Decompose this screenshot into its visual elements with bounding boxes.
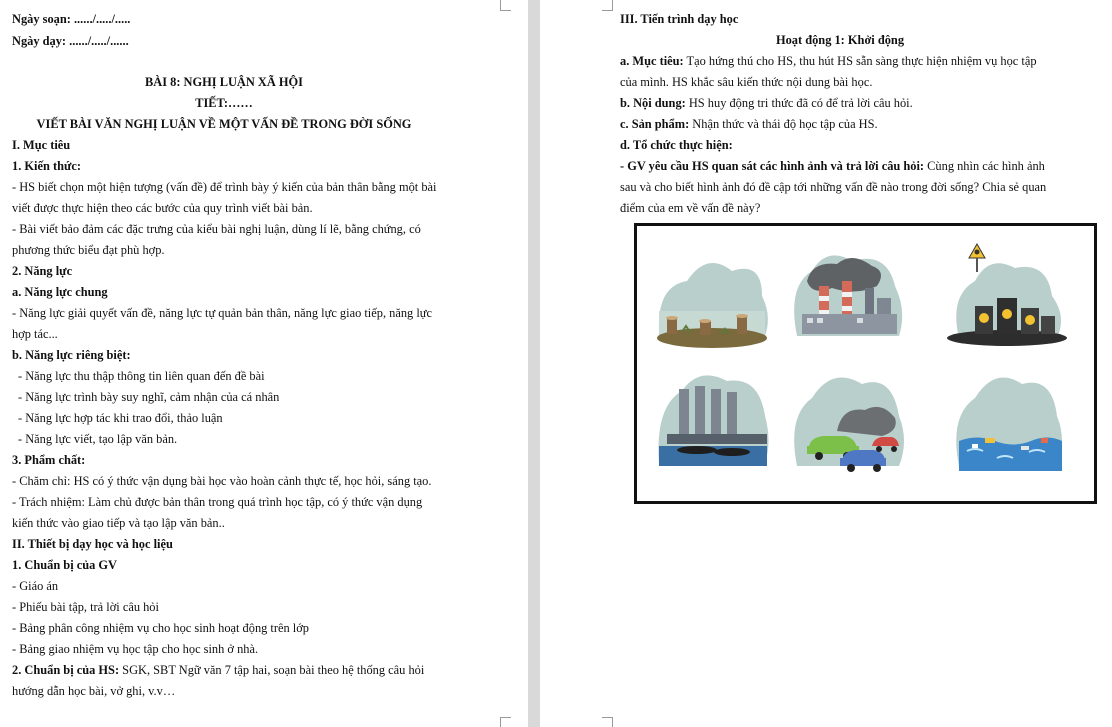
document-page-left (0, 0, 528, 727)
inline-text: Nhận thức và thái độ học tập của HS. (689, 117, 878, 131)
heading-muc-tieu: I. Mục tiêu (12, 138, 71, 152)
paragraph-line (620, 159, 1045, 173)
ngay-soan: Ngày soạn: ....../...../..... (12, 12, 131, 26)
label-noi-dung: b. Nội dung: (620, 96, 686, 110)
page-corner-marker (602, 717, 613, 727)
paragraph-line: viết được thực hiện theo các bước của quy trình viết bài bản. (12, 201, 313, 215)
paragraph-line: của mình. HS khắc sâu kiến thức nội dung bài học. (620, 75, 873, 89)
page-corner-marker (602, 0, 613, 11)
heading-nang-luc-rieng: b. Năng lực riêng biệt: (12, 348, 131, 362)
paragraph-line (620, 54, 1037, 68)
list-item: - Năng lực viết, tạo lập văn bản. (18, 432, 178, 446)
list-item: - Bảng phân công nhiệm vụ cho học sinh hoạt động trên lớp (12, 621, 309, 635)
list-item: - Phiếu bài tập, trả lời câu hỏi (12, 600, 159, 614)
traffic-pollution-panel (794, 378, 904, 472)
list-item: - Bảng giao nhiệm vụ học tập cho học sinh ở nhà. (12, 642, 259, 656)
ocean-plastic-panel (956, 378, 1062, 471)
lesson-subtitle: VIẾT BÀI VĂN NGHỊ LUẬN VỀ MỘT VẤN ĐỀ TRONG ĐỜI SỐNG (36, 117, 412, 131)
paragraph-line: - Trách nhiệm: Làm chủ được bản thân trong quá trình học tập, có ý thức vận dụng (12, 495, 423, 509)
label-gv-yeu-cau: - GV yêu cầu HS quan sát các hình ảnh và trả lời câu hỏi: (620, 159, 925, 173)
heading-kien-thuc: 1. Kiến thức: (12, 159, 82, 173)
heading-tien-trinh: III. Tiến trình dạy học (620, 12, 739, 26)
paragraph-line: điểm của em về vấn đề này? (620, 201, 761, 215)
page-gap (528, 0, 540, 727)
page-corner-marker (500, 717, 511, 727)
paragraph-line: - Chăm chỉ: HS có ý thức vận dụng bài học vào hoàn cảnh thực tế, học hỏi, sáng tạo. (12, 474, 432, 488)
factory-smoke-panel (794, 255, 902, 336)
lesson-title: BÀI 8: NGHỊ LUẬN XÃ HỘI (145, 75, 303, 89)
heading-to-chuc: d. Tổ chức thực hiện: (620, 138, 733, 152)
list-item: - Năng lực thu thập thông tin liên quan đến đề bài (18, 369, 265, 383)
heading-chuan-bi-hs: 2. Chuẩn bị của HS: (12, 663, 120, 677)
paragraph-line (12, 663, 424, 677)
paragraph-line: - Bài viết bảo đảm các đặc trưng của kiểu bài nghị luận, dùng lí lẽ, bằng chứng, có (12, 222, 421, 236)
inline-text: Tạo hứng thú cho HS, thu hút HS sẵn sàng thực hiện nhiệm vụ học tập (683, 54, 1037, 68)
paragraph-line: - HS biết chọn một hiện tượng (vấn đề) để trình bày ý kiến của bản thân bằng một bài (12, 180, 437, 194)
paragraph-line (620, 117, 878, 131)
heading-nang-luc-chung: a. Năng lực chung (12, 285, 108, 299)
paragraph-line: - Năng lực giải quyết vấn đề, năng lực tự quản bản thân, năng lực giao tiếp, năng lực (12, 306, 432, 320)
page-corner-marker (500, 0, 511, 11)
heading-pham-chat: 3. Phẩm chất: (12, 453, 86, 467)
document-page-right (540, 0, 1112, 727)
lesson-period: TIẾT:…… (195, 96, 253, 110)
list-item: - Giáo án (12, 579, 59, 593)
inline-text: SGK, SBT Ngữ văn 7 tập hai, soạn bài theo hệ thống câu hỏi (119, 663, 425, 677)
list-item: - Năng lực trình bày suy nghĩ, cảm nhận của cá nhân (18, 390, 280, 404)
paragraph-line: hợp tác... (12, 327, 58, 341)
label-san-pham: c. Sản phẩm: (620, 117, 690, 131)
heading-thiet-bi: II. Thiết bị dạy học và học liệu (12, 537, 173, 551)
ngay-day: Ngày dạy: ....../...../...... (12, 34, 129, 48)
heading-hoat-dong: Hoạt động 1: Khởi động (775, 33, 905, 47)
heading-nang-luc: 2. Năng lực (12, 264, 73, 278)
oil-platform-panel (658, 375, 768, 466)
list-item: - Năng lực hợp tác khi trao đổi, thảo luận (18, 411, 223, 425)
paragraph-line: hướng dẫn học bài, vở ghi, v.v… (12, 684, 176, 698)
inline-text: HS huy động tri thức đã có để trả lời câu hỏi. (685, 96, 913, 110)
paragraph-line: phương thức biểu đạt phù hợp. (12, 243, 165, 257)
deforestation-panel (657, 263, 768, 348)
inline-text: Cùng nhìn các hình ảnh (924, 159, 1045, 173)
heading-chuan-bi-gv: 1. Chuẩn bị của GV (12, 558, 118, 572)
paragraph-line: sau và cho biết hình ảnh đó đề cập tới những vấn đề nào trong đời sống? Chia sẻ quan (620, 180, 1047, 194)
toxic-waste-panel (947, 244, 1067, 346)
pollution-illustration (634, 223, 1097, 504)
paragraph-line (620, 96, 913, 110)
label-muc-tieu: a. Mục tiêu: (620, 54, 684, 68)
paragraph-line: kiến thức vào giao tiếp và tạo lập văn bản.. (12, 516, 225, 530)
